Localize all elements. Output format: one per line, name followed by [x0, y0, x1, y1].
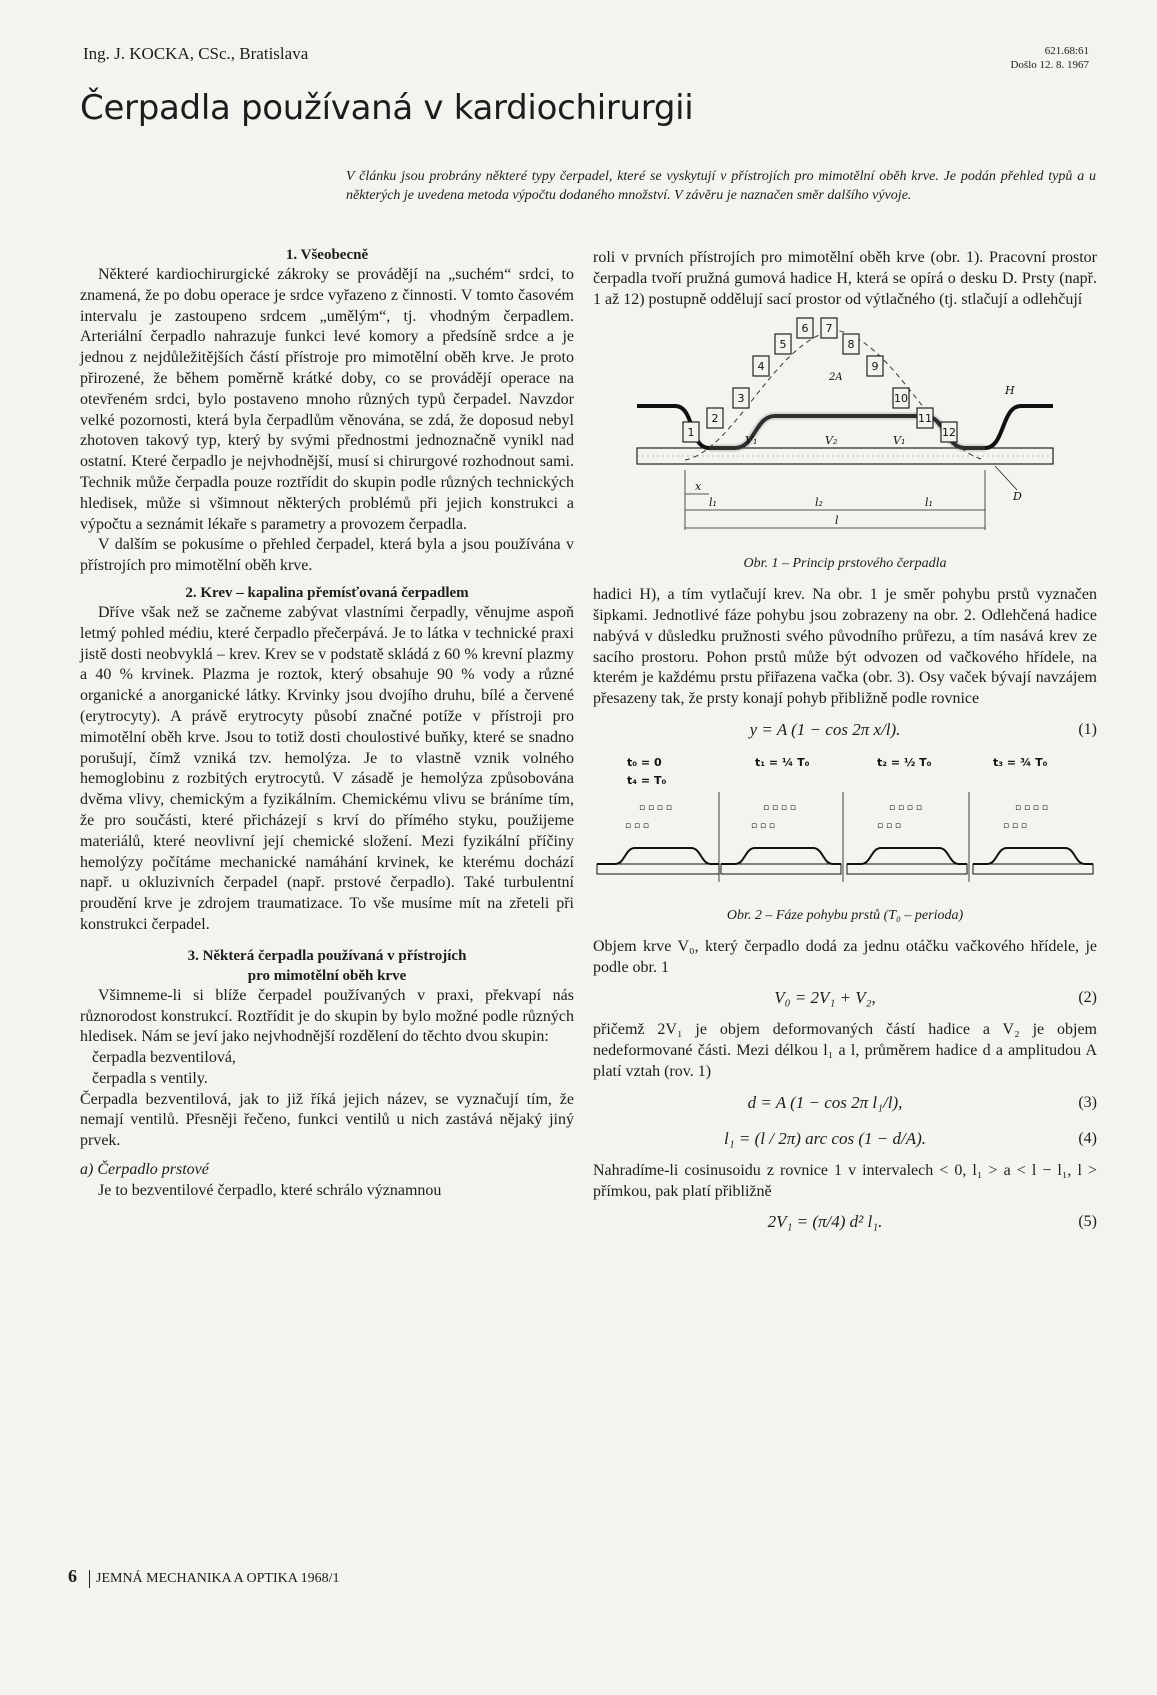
equation-2-number: (2) — [1078, 989, 1097, 1007]
finger-label-11: 11 — [918, 412, 932, 426]
page-number: 6 — [68, 1566, 77, 1586]
phase-label-t2: t₂ = ½ T₀ — [877, 755, 932, 769]
section-3-heading-line2: pro mimotělní oběh krve — [247, 967, 407, 984]
footer-divider — [89, 1570, 90, 1588]
finger-label-8: 8 — [847, 338, 855, 352]
phase-label-t4: t₄ = T₀ — [627, 773, 667, 787]
abstract: V článku jsou probrány některé typy čerpadel, které se vyskytují v přístrojích pro mimotělní oběh krve. Je podán přehled typů a u některých je uvedena metoda výpočtu dodaného množství. V závěru je naznačen směr dalšího vývoje. — [346, 169, 1096, 203]
section-2-heading: 2. Krev – kapalina přemísťovaná čerpadlem — [185, 584, 469, 601]
finger-label-3: 3 — [737, 392, 745, 406]
equation-3-body: d = A (1 − cos 2π l₁/l), — [747, 1092, 903, 1112]
equation-5-number: (5) — [1078, 1213, 1097, 1231]
finger-label-10: 10 — [894, 392, 908, 406]
plate-d — [637, 448, 1053, 464]
finger-label-2: 2 — [711, 412, 719, 426]
equation-4-body: l₁ = (l / 2π) arc cos (1 − d/A). — [724, 1128, 926, 1148]
equation-2-body: V₀ = 2V₁ + V₂, — [774, 988, 876, 1008]
phase-label-t0: t₀ = 0 — [627, 755, 662, 769]
figure-2-caption: Obr. 2 – Fáze pohybu prstů (T₀ – perioda) — [726, 907, 964, 923]
label-2a: 2A — [829, 372, 843, 384]
udc-code: 621.68:61 — [1044, 45, 1089, 57]
equation-4 — [593, 1125, 1097, 1155]
equation-2 — [593, 984, 1097, 1014]
left-column — [80, 245, 574, 1202]
paragraph: Některé kardiochirurgické zákroky se provádějí na „suchém“ srdci, to znamená, že po dobu operace je srdce vyřazeno z činnosti. V tomto časovém intervalu je zastoupeno srdcem „umělým“, tj. vhodným čerpadlem. Arteriální čerpadlo nahrazuje funkci levé komory a předsíně srdce a je jednou z nejdůležitějších částí přístroje pro mimotělní oběh krve. Je proto přirozené, že během poměrně krátké doby, co se provádějí operace na otevřeném srdci, bylo postaveno mnoho různých typů čerpadel. Navzdor velké pozornosti, která byla čerpadlům věnována, se zdá, že doposud nebyl zhotoven takový typ, který by svými přednostmi jednoznačně vynikl nad ostatní. Které čerpadlo je nejvhodnější, musí si chirurgové rozhodnout sami. Technik může čerpadla pouze roztřídit do skupin podle různých technických hledisek, může si všimnout některých problémů při jejich konstrukci a výpočtu a seznámit lékaře s parametry a provozem čerpadla. — [80, 266, 574, 533]
equation-4-number: (4) — [1078, 1129, 1097, 1147]
right-column — [593, 248, 1097, 1244]
finger-label-12: 12 — [942, 426, 956, 440]
phase-hoses — [597, 848, 1093, 864]
finger-numbers — [688, 322, 957, 439]
svg-text:▫ ▫ ▫ ▫: ▫ ▫ ▫ ▫ — [763, 802, 796, 813]
label-v1-right: V₁ — [893, 434, 906, 448]
section-3-heading-line1: 3. Některá čerpadla používaná v přístrojích — [187, 947, 467, 964]
svg-text:▫ ▫ ▫: ▫ ▫ ▫ — [1003, 820, 1028, 831]
paragraph: Čerpadla bezventilová, jak to již říká jejich název, se vyznačují tím, že nemají ventilů. Přesněji řečeno, funkci ventilů u nich zastává nějaký jiný prvek. — [80, 1090, 574, 1150]
finger-label-6: 6 — [801, 322, 809, 336]
paragraph: přičemž 2V₁ je objem deformovaných částí hadice a V₂ je objem nedeformované části. Mezi délkou l₁ a l, průměrem hadice d a amplitudou A platí vztah (rov. 1) — [593, 1021, 1097, 1080]
label-h: H — [1005, 384, 1015, 398]
finger-label-5: 5 — [779, 338, 787, 352]
paragraph: Je to bezventilové čerpadlo, které schrálo významnou — [98, 1181, 442, 1199]
label-l2: l₂ — [815, 496, 823, 510]
article-title: Čerpadla používaná v kardiochirurgii — [80, 88, 694, 128]
paragraph: Všimneme-li si blíže čerpadel používaných v praxi, překvapí nás různorodost konstrukcí. Roztřídit je do skupin by bylo možné podle různých hledisek. Nám se jeví jako nejvhodnější rozdělení do těchto dvou skupin: — [80, 986, 574, 1046]
phase-label-t3: t₃ = ¾ T₀ — [993, 755, 1048, 769]
received-date: Došlo 12. 8. 1967 — [1010, 59, 1089, 71]
journal-name: JEMNÁ MECHANIKA A OPTIKA 1968/1 — [96, 1571, 340, 1586]
equation-3 — [593, 1089, 1097, 1119]
svg-text:▫ ▫ ▫: ▫ ▫ ▫ — [877, 820, 902, 831]
equation-1 — [593, 716, 1097, 746]
section-3-heading — [80, 946, 574, 986]
svg-text:▫ ▫ ▫ ▫: ▫ ▫ ▫ ▫ — [889, 802, 922, 813]
figure-2-diagram — [595, 752, 1095, 902]
paragraph: roli v prvních přístrojích pro mimotělní oběh krve (obr. 1). Pracovní prostor čerpadla tvoří pružná gumová hadice H, která se opírá o desku D. Prsty (např. 1 až 12) postupně oddělují sací prostor od výtlačného (tj. stlačují a odlehčují — [593, 249, 1097, 308]
subsection-a-heading: a) Čerpadlo prstové — [80, 1161, 209, 1179]
pump-groups-list — [80, 1048, 574, 1090]
figure-1-caption: Obr. 1 – Princip prstového čerpadla — [743, 556, 947, 572]
paragraph: Dříve však než se začneme zabývat vlastními čerpadly, věnujme aspoň letmý pohled médiu, které čerpadlo přečerpává. Je to látka v technické praxi jistě dosti neobvyklá – krev. Krev se v podstatě skládá z 60 % krevní plazmy a 40 % krvinek. Plazma je roztok, který obsahuje 90 % vody a různé organické a anorganické látky. Krvinky jsou dvojího druhu, bílé a červené (erytrocyty). A právě erytrocyty působí značné potíže v přístroji pro mimotělní oběh krve. Jsou to totiž dosti choulostivé buňky, které se snadno porušují, čímž vzniká tzv. hemolýza. Je to vlastně vznik volného hemoglobinu z rozbitých erytrocytů. V zásadě je hemolýza způsobována dvěma vlivy, chemickým a fyzikálním. Chemickému vlivu se bráníme tím, že pro součásti, které přicházejí s krví do přímého styku, použijeme materiálů, které neovlivní její chemické složení. Mezi fyzikální příčiny hemolýzy počítáme mechanické namáhání krvinek, ke kterému dochází např. u okluzivních čerpadel (např. prstové čerpadlo). Také turbulentní proudění krve je zdrojem traumatizace. To vše musíme mít na zřeteli při konstrukci čerpadel. — [80, 603, 574, 933]
paragraph: Objem krve V₀, který čerpadlo dodá za jednu otáčku vačkového hřídele, je podle obr. 1 — [593, 937, 1097, 976]
equation-5 — [593, 1208, 1097, 1238]
svg-text:▫ ▫ ▫ ▫: ▫ ▫ ▫ ▫ — [639, 802, 672, 813]
label-l1-left: l₁ — [709, 496, 717, 510]
paragraph: Nahradíme-li cosinusoidu z rovnice 1 v intervalech < 0, l₁ > a < l − l₁, l > přímkou, pak platí přibližně — [593, 1161, 1097, 1200]
phase-finger-marks — [625, 803, 1048, 831]
label-l: l — [835, 514, 839, 528]
phase-label-t1: t₁ = ¼ T₀ — [755, 755, 810, 769]
svg-text:▫ ▫ ▫ ▫: ▫ ▫ ▫ ▫ — [1015, 802, 1048, 813]
list-item: čerpadla s ventily. — [92, 1069, 208, 1087]
svg-text:▫ ▫ ▫: ▫ ▫ ▫ — [751, 820, 776, 831]
equation-5-body: 2V₁ = (π/4) d² l₁. — [767, 1212, 883, 1232]
article-meta — [1010, 44, 1089, 72]
label-l1-right: l₁ — [925, 496, 933, 510]
label-v1-left: V₁ — [745, 434, 758, 448]
svg-text:▫ ▫ ▫: ▫ ▫ ▫ — [625, 820, 650, 831]
finger-label-4: 4 — [757, 360, 765, 374]
paragraph: V dalším se pokusíme o přehled čerpadel, která byla a jsou používána v přístrojích pro mimotělní oběh krve. — [80, 536, 574, 575]
finger-label-1: 1 — [687, 426, 695, 440]
label-d: D — [1013, 490, 1022, 504]
author-line: Ing. J. KOCKA, CSc., Bratislava — [83, 44, 309, 63]
finger-label-9: 9 — [871, 360, 879, 374]
equation-1-body: y = A (1 − cos 2π x/l). — [749, 719, 901, 739]
equation-3-number: (3) — [1078, 1093, 1097, 1111]
paragraph: hadici H), a tím vytlačují krev. Na obr. 1 je směr pohybu prstů vyznačen šipkami. Jednotlivé fáze pohybu jsou zobrazeny na obr. 2. Odlehčená hadice nabývá v důsledku pružnosti svého původního průřezu, a tím nasává krev ze sacího prostoru. Pohon prstů může být odvozen od vačkového hřídele, na kterém je každému prstu přiřazena vačka (obr. 3). Osy vaček bývají navzájem přesazeny tak, že prsty konají pohyb přibližně podle rovnice — [593, 586, 1097, 708]
finger-label-7: 7 — [825, 322, 833, 336]
label-v2: V₂ — [825, 434, 838, 448]
equation-1-number: (1) — [1078, 720, 1097, 738]
page-footer — [68, 1566, 339, 1588]
list-item: čerpadla bezventilová, — [92, 1049, 236, 1067]
section-1-heading: 1. Všeobecně — [285, 247, 369, 263]
label-x: x — [695, 480, 702, 494]
figure-1-diagram — [625, 310, 1065, 550]
